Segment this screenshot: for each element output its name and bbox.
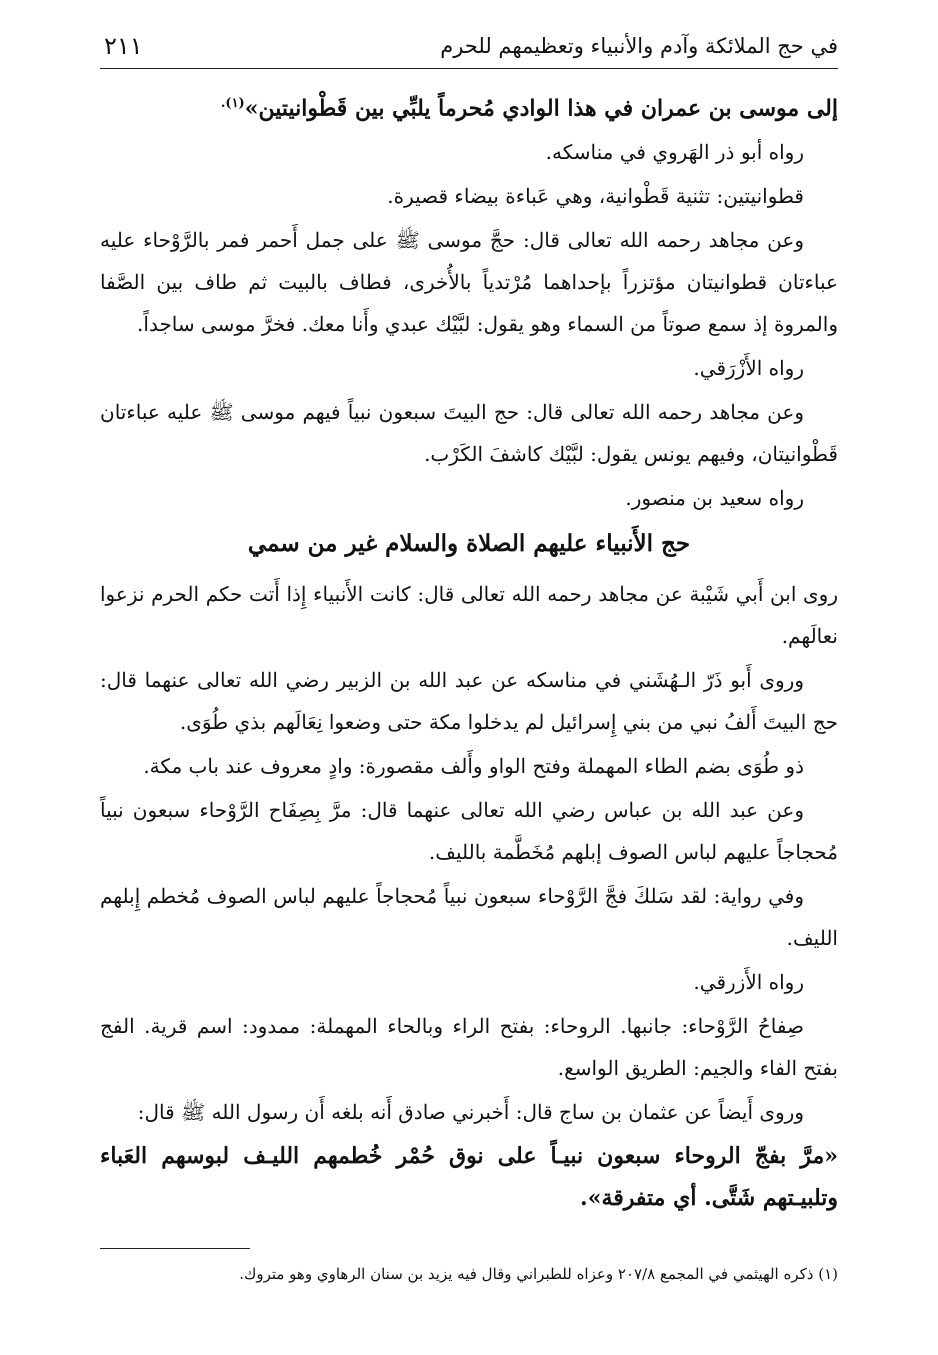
running-title: في حج الملائكة وآدم والأنبياء وتعظيمهم للحرم (440, 34, 838, 58)
paragraph-narration: رواه سعيد بن منصور. (625, 486, 804, 511)
paragraph-mujahid-2: وعن مجاهد رحمه الله تعالى قال: حج البيتَ سبعون نبياً فيهم موسى ﷺ عليه عباءتان قَطْوانيتان، وفيهم يونس يقول: لبَّيْك كاشفَ الكَرْب. (100, 400, 838, 467)
paragraph-gloss: قطوانيتين: تثنية قَطْوانية، وهي عَباءة بيضاء قصيرة. (387, 184, 804, 209)
paragraph-gloss: ذو طُوَى بضم الطاء المهملة وفتح الواو وأَلف مقصورة: وادٍ معروف عند باب مكة. (143, 754, 804, 779)
paragraph-abu-dharr: وروى أَبو ذَرّ الـهُشَني في مناسكه عن عبد الله بن الزبير رضي الله تعالى عنهما قال: حج البيتَ أَلفُ نبي من بني إِسرائيل لم يدخلوا مكة حتى وضعوا نِعَالَهم بذي طُوَى. (100, 668, 838, 735)
body-text (100, 69, 838, 1219)
paragraph-uthman: وروى أَيضاً عن عثمان بن ساج قال: أَخبرني صادق أَنه بلغه أَن رسول الله ﷺ قال: (137, 1100, 804, 1125)
footnote-marker: (١). (220, 96, 245, 111)
paragraph-gloss: صِفاحُ الرَّوْحاء: جانبها. الروحاء: بفتح الراء وبالحاء المهملة: ممدود: اسم قرية. الفج بفتح الفاء والجيم: الطريق الواسع. (100, 1014, 838, 1081)
paragraph-narration: رواه الأَزرقي. (693, 970, 804, 995)
page (100, 28, 838, 1221)
section-heading: حج الأَنبياء عليهم الصلاة والسلام غير من سمي (247, 530, 691, 558)
footnote-divider (100, 1248, 250, 1249)
hadith-text: إلى موسى بن عمران في هذا الوادي مُحرماً يلبِّي بين قَطْوانيتين» (244, 95, 838, 122)
running-header (100, 28, 838, 69)
paragraph-narration: رواه الأَزْرَقي. (693, 356, 804, 381)
paragraph-hadith-continuation (100, 83, 838, 129)
page-number: ٢١١ (104, 32, 143, 60)
paragraph-ibn-abbas: وعن عبد الله بن عباس رضي الله تعالى عنهما قال: مرَّ بِصِفَاح الرَّوْحاء سبعون نبياً مُحجاجاً عليهم لباس الصوف إبلهم مُخَطَّمة بالليف. (100, 798, 838, 865)
paragraph-hadith: «مرَّ بفجّ الروحاء سبعون نبيـاً على نوق حُمْر خُطمهم الليـف لبوسهم العَباء وتلبيـتهم شَتَّى. أي متفرقة». (100, 1143, 838, 1212)
paragraph-narration: رواه أبو ذر الهَروي في مناسكه. (545, 140, 804, 165)
paragraph-mujahid-1: وعن مجاهد رحمه الله تعالى قال: حجَّ موسى ﷺ على جمل أَحمر فمر بالرَّوْحاء عليه عباءتان قطوانيتان مؤتزراً بإحداهما مُرْتدياً بالأُخرى، فطاف بالبيت ثم طاف بين الصَّفا والمروة إذ سمع صوتاً من السماء وهو يقول: لبَّيْك عبدي وأَنا معك. فخرَّ موسى ساجداً. (100, 228, 838, 337)
paragraph-ibn-abi-shaybah: روى ابن أَبي شَيْبة عن مجاهد رحمه الله تعالى قال: كانت الأَنبياء إِذا أَتت حكم الحرم نزعوا نعالَهم. (100, 582, 838, 649)
footnote: (١) ذكره الهيثمي في المجمع ٢٠٧/٨ وعزاه للطبراني وقال فيه يزيد بن سنان الرهاوي وهو متروك. (239, 1265, 838, 1283)
paragraph-variant: وفي رواية: لقد سَلكَ فجَّ الرَّوْحاء سبعون نبياً مُحجاجاً عليهم لباس الصوف مُخطم إِبلهم الليف. (100, 884, 838, 951)
